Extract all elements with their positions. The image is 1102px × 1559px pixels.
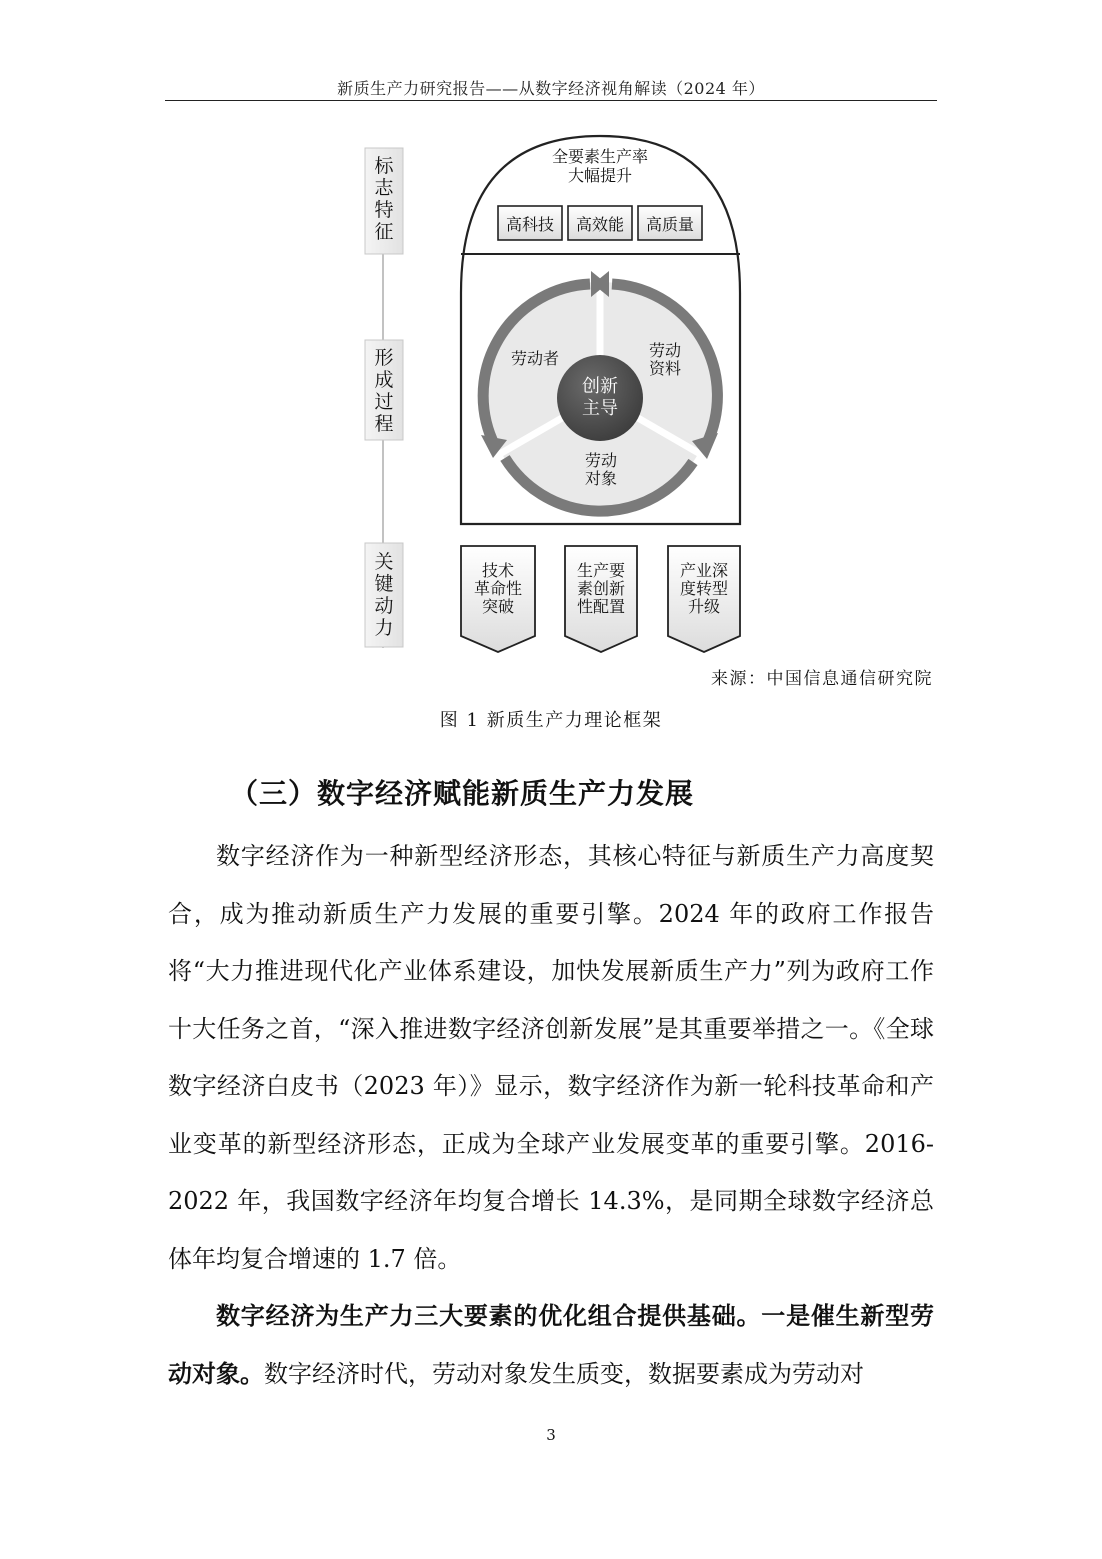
figure-source: 来源：中国信息通信研究院 xyxy=(711,669,933,689)
cycle-center-line1: 创新 xyxy=(582,376,618,397)
feature-high-quality: 高质量 xyxy=(645,215,695,234)
driver-factor-line2: 素创新 xyxy=(576,579,626,598)
body-text xyxy=(168,828,934,1403)
cycle-label-object-line1: 劳动 xyxy=(584,451,618,470)
side-label-drivers: 关键动力 xyxy=(374,551,394,639)
feature-high-efficiency: 高效能 xyxy=(575,215,625,234)
driver-industry-line3: 升级 xyxy=(687,597,721,616)
paragraph-2-lead: 数字经济为生产力三大要素的优化组合提供基础。一是催生新型劳动对象。 xyxy=(168,1302,934,1388)
paragraph-1: 数字经济作为一种新型经济形态，其核心特征与新质生产力高度契合，成为推动新质生产力发展的重要引擎。2024 年的政府工作报告将“大力推进现代化产业体系建设，加快发展新质生产力”列为政府工作十大任务之首，“深入推进数字经济创新发展”是其重要举措之一。《全球数字经济白皮书（2023 年）》显示，数字经济作为新一轮科技革命和产业变革的新型经济形态，正成为全球产业发展变革的重要引擎。2016-2022 年，我国数字经济年均复合增长 14.3%，是同期全球数字经济总体年均复合增速的 1.7 倍。 xyxy=(168,842,934,1273)
driver-industry-line1: 产业深 xyxy=(679,561,729,580)
driver-tech-line3: 突破 xyxy=(481,597,515,616)
theory-framework-diagram xyxy=(355,128,755,658)
driver-factor-line1: 生产要 xyxy=(576,561,626,580)
section-heading: （三）数字经济赋能新质生产力发展 xyxy=(230,777,695,810)
side-label-process: 形成过程 xyxy=(374,347,394,435)
feature-high-tech: 高科技 xyxy=(505,215,555,234)
cycle-label-means-line2: 资料 xyxy=(648,359,682,378)
dome-title-line2: 大幅提升 xyxy=(567,166,633,185)
driver-industry-line2: 度转型 xyxy=(679,579,729,598)
cycle-label-object-line2: 对象 xyxy=(584,469,618,488)
dome-title-line1: 全要素生产率 xyxy=(551,147,649,166)
driver-factor-line3: 性配置 xyxy=(576,597,626,616)
header-rule xyxy=(165,100,937,101)
side-label-marks: 标志特征 xyxy=(374,155,394,243)
cycle-label-means-line1: 劳动 xyxy=(648,341,682,360)
paragraph-2-rest: 数字经济时代，劳动对象发生质变，数据要素成为劳动对 xyxy=(264,1359,864,1388)
figure-caption: 图 1 新质生产力理论框架 xyxy=(439,710,663,731)
paragraph-2 xyxy=(168,1288,934,1403)
driver-tech-line1: 技术 xyxy=(481,561,515,580)
driver-tech-line2: 革命性 xyxy=(473,579,523,598)
cycle-center-line2: 主导 xyxy=(582,398,618,419)
cycle-label-laborer: 劳动者 xyxy=(510,349,560,368)
page-number: 3 xyxy=(546,1426,556,1444)
running-header: 新质生产力研究报告——从数字经济视角解读（2024 年） xyxy=(337,79,765,98)
